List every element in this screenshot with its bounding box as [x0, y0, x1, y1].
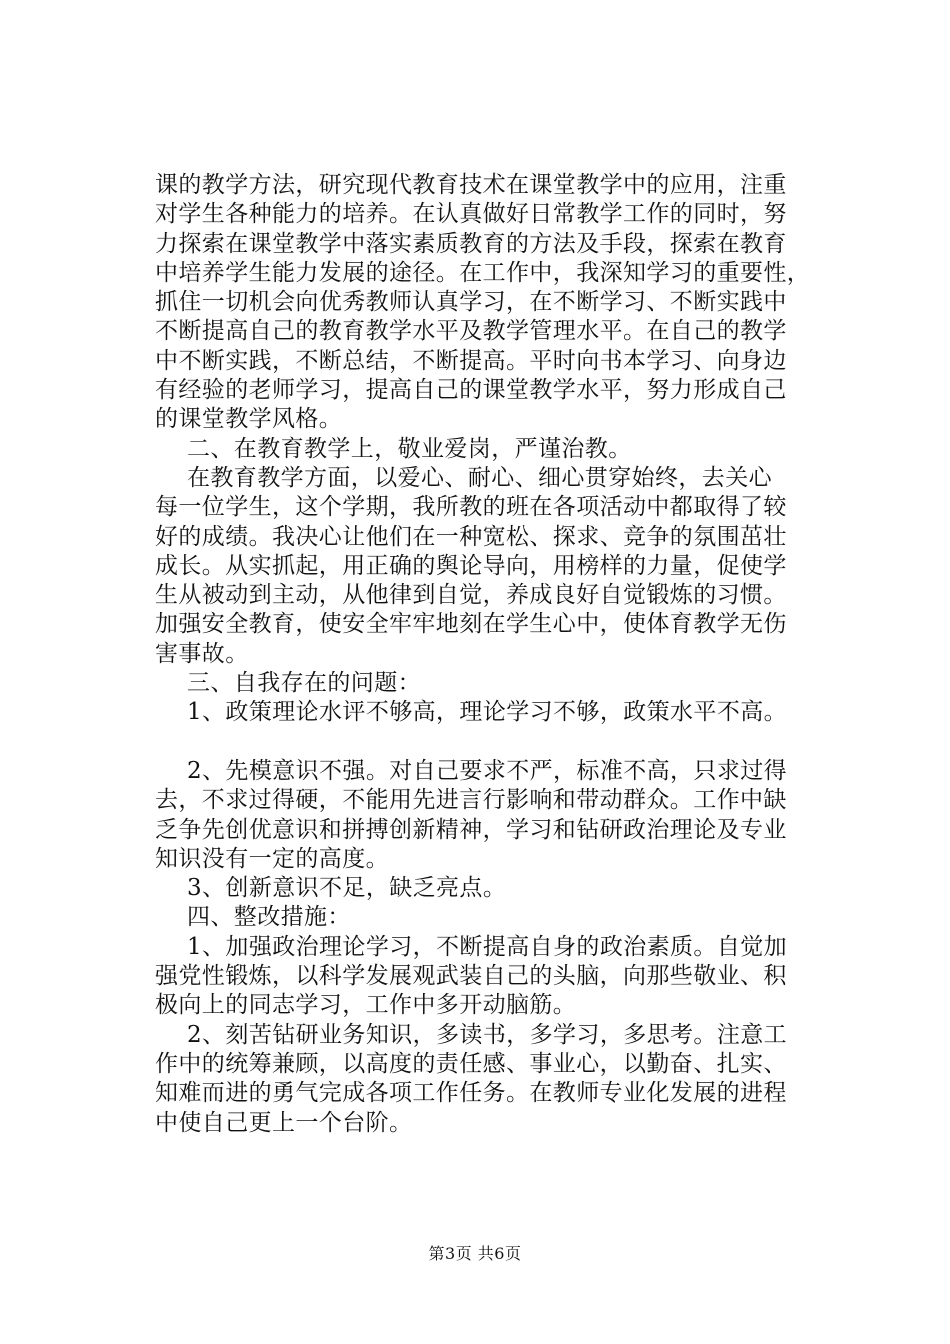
text-line: 不断提高自己的教育教学水平及教学管理水平。在自己的教学: [155, 318, 787, 345]
text-line: 每一位学生，这个学期，我所教的班在各项活动中都取得了较: [155, 494, 787, 521]
section-heading: 四、整改措施：: [187, 904, 351, 931]
text-line: 中不断实践，不断总结，不断提高。平时向书本学习、向身边: [155, 347, 787, 374]
text-line: 1、政策理论水评不够高，理论学习不够，政策水平不高。: [187, 699, 788, 726]
text-line: 力探索在课堂教学中落实素质教育的方法及手段，探索在教育: [155, 230, 787, 257]
text-line: 对学生各种能力的培养。在认真做好日常教学工作的同时，努: [155, 201, 787, 228]
text-line: 2、刻苦钻研业务知识，多读书，多学习，多思考。注意工: [187, 1021, 788, 1048]
text-line: 1、加强政治理论学习，不断提高自身的政治素质。自觉加: [187, 933, 788, 960]
text-line: 乏争先创优意识和拼搏创新精神，学习和钻研政治理论及专业: [155, 816, 787, 843]
text-line: 的课堂教学风格。: [155, 406, 343, 433]
document-body: [155, 171, 845, 1138]
text-line: 在教育教学方面，以爱心、耐心、细心贯穿始终，去关心: [187, 464, 772, 491]
text-line: 3、创新意识不足，缺乏亮点。: [187, 875, 507, 902]
text-line: 中使自己更上一个台阶。: [155, 1109, 413, 1136]
text-line: 抓住一切机会向优秀教师认真学习，在不断学习、不断实践中: [155, 289, 787, 316]
text-line: 课的教学方法，研究现代教育技术在课堂教学中的应用，注重: [155, 172, 787, 198]
text-line: 作中的统筹兼顾，以高度的责任感、事业心，以勤奋、扎实、: [155, 1050, 787, 1077]
text-line: 知识没有一定的高度。: [155, 845, 389, 872]
section-heading: 二、在教育教学上，敬业爱岗，严谨治教。: [187, 435, 632, 462]
text-line: 好的成绩。我决心让他们在一种宽松、探求、竞争的氛围茁壮: [155, 523, 787, 550]
page-number-footer: 第3页 共6页: [428, 1244, 522, 1263]
blank-line: [155, 728, 845, 757]
text-line: 强党性锻炼，以科学发展观武装自己的头脑，向那些敬业、积: [155, 963, 787, 990]
text-line: 2、先模意识不强。对自己要求不严，标准不高，只求过得: [187, 757, 788, 784]
text-line: 生从被动到主动，从他律到自觉，养成良好自觉锻炼的习惯。: [155, 582, 787, 609]
text-line: 极向上的同志学习，工作中多开动脑筋。: [155, 992, 577, 1019]
text-line: 加强安全教育，使安全牢牢地刻在学生心中，使体育教学无伤: [155, 611, 787, 638]
section-heading: 三、自我存在的问题：: [187, 670, 421, 697]
text-line: 有经验的老师学习，提高自己的课堂教学水平，努力形成自己: [155, 377, 787, 404]
text-line: 去，不求过得硬，不能用先进言行影响和带动群众。工作中缺: [155, 787, 787, 814]
text-line: 成长。从实抓起，用正确的舆论导向，用榜样的力量，促使学: [155, 552, 787, 579]
text-line: 知难而进的勇气完成各项工作任务。在教师专业化发展的进程: [155, 1080, 787, 1107]
text-line: 中培养学生能力发展的途径。在工作中，我深知学习的重要性，: [155, 259, 811, 286]
text-line: 害事故。: [155, 640, 249, 667]
